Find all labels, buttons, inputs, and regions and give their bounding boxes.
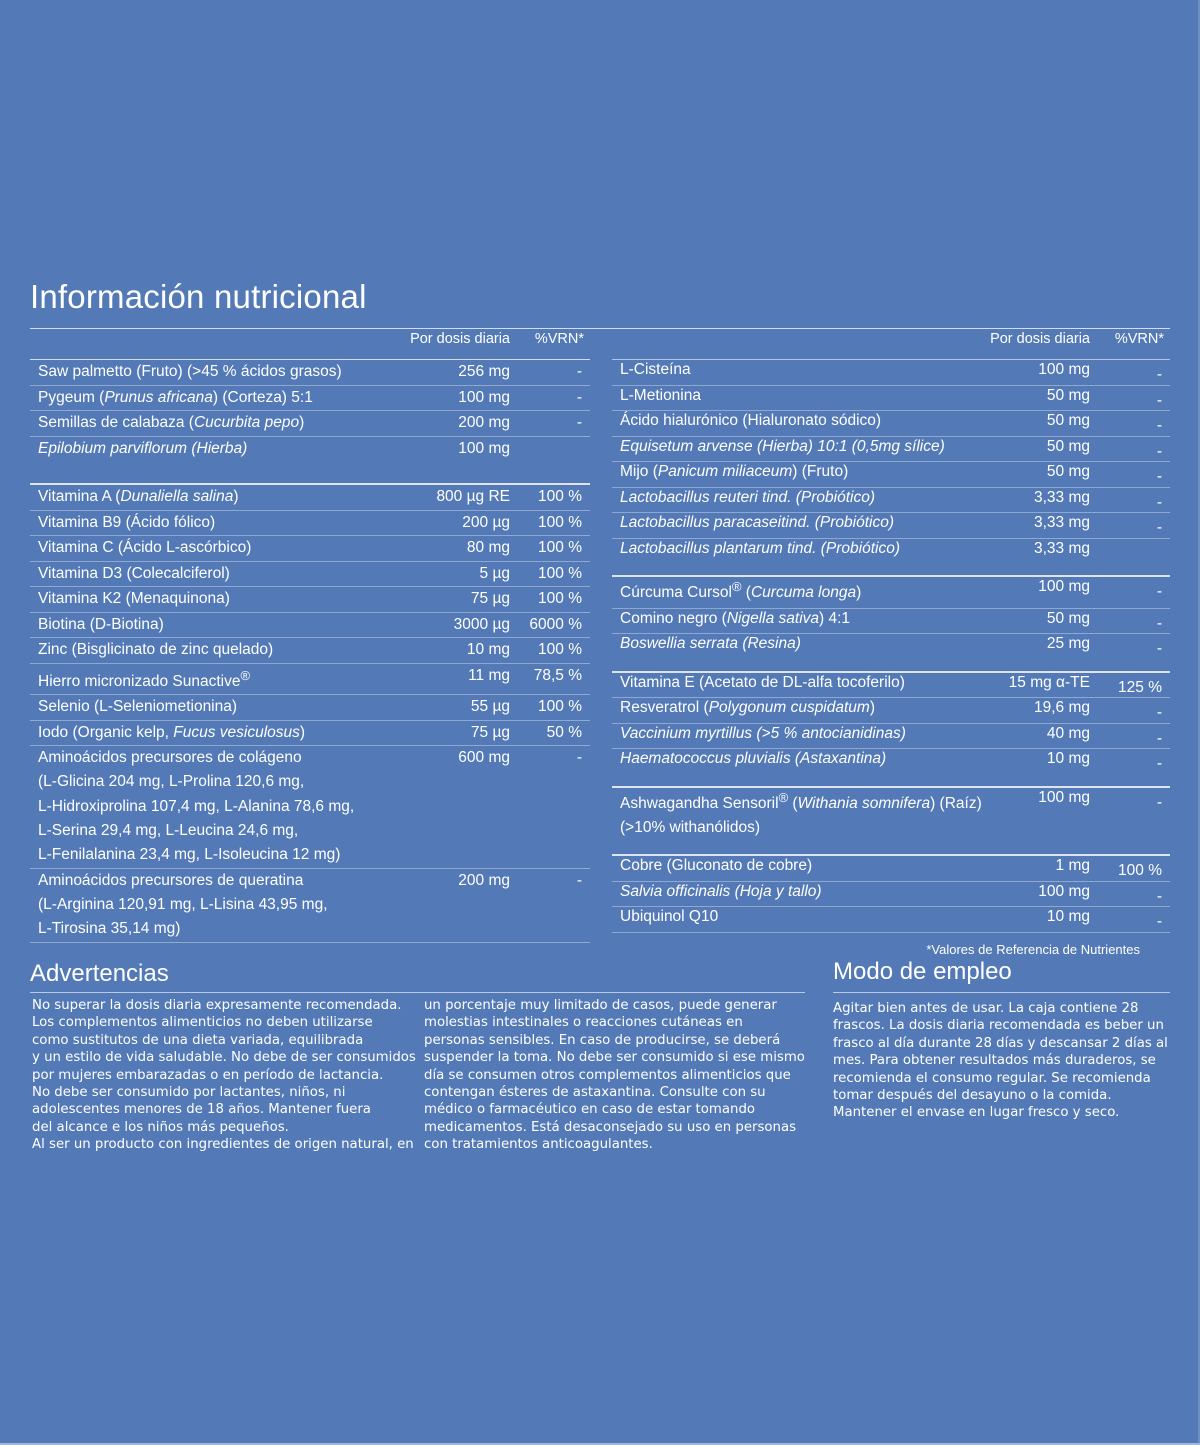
ingredient-dose: 50 mg — [1046, 463, 1090, 480]
ingredient-name: Salvia officinalis (Hoja y tallo) — [620, 882, 822, 900]
table-row — [612, 671, 1170, 699]
table-row — [612, 575, 1170, 609]
ingredient-vrn: 50 % — [546, 723, 582, 741]
ingredient-name: Cúrcuma Cursol® (Curcuma longa) — [620, 579, 862, 602]
table-row — [30, 536, 590, 562]
table-row — [612, 724, 1170, 750]
ingredient-vrn: - — [1156, 704, 1162, 722]
warnings-text-column-2: un porcentaje muy limitado de casos, puede generar molestias intestinales o reacciones cutáneas en personas sensibles. En caso de producirse, se deberá suspender la toma. No debe ser consumido si ese mismo día se consumen otros complementos alimenticios que contengan ésteres de astaxantina. Consulte con su médico o farmacéutico en caso de estar tomando medicamentos. Está desaconsejado su uso en personas con tratamientos anticoagulantes. — [424, 998, 805, 1153]
table-body — [30, 360, 590, 943]
table-header — [612, 329, 1170, 359]
ingredient-name: Ubiquinol Q10 — [620, 908, 719, 926]
nutrition-table-right — [612, 329, 1170, 957]
table-header — [30, 329, 590, 360]
ingredient-vrn: - — [1156, 640, 1162, 658]
table-row — [612, 513, 1170, 539]
ingredient-vrn: - — [1156, 519, 1162, 536]
ingredient-name: Zinc (Bisglicinato de zinc quelado) — [38, 641, 274, 658]
ingredient-dose: 50 mg — [1046, 386, 1090, 404]
ingredient-dose: 80 mg — [466, 539, 510, 556]
table-row — [30, 695, 590, 721]
table-row — [612, 386, 1170, 412]
ingredient-dose: 40 mg — [1046, 724, 1090, 742]
usage-title: Modo de empleo — [833, 958, 1012, 985]
table-row — [30, 483, 590, 511]
ingredient-dose: 25 mg — [1046, 635, 1090, 653]
table-row — [30, 587, 590, 613]
ingredient-dose: 19,6 mg — [1033, 699, 1090, 717]
table-row — [30, 746, 590, 868]
ingredient-dose: 50 mg — [1046, 437, 1090, 455]
table-row — [30, 664, 590, 696]
ingredient-vrn: 78,5 % — [533, 666, 582, 684]
ingredient-name: Iodo (Organic kelp, Fucus vesiculosus) — [38, 723, 306, 741]
ingredient-vrn: - — [1156, 583, 1162, 600]
table-row — [30, 562, 590, 588]
ingredient-vrn: 100 % — [538, 513, 582, 531]
ingredient-vrn: - — [1156, 493, 1162, 511]
ingredient-name: Vitamina D3 (Colecalciferol) — [38, 564, 230, 582]
ingredient-dose: 75 µg — [470, 590, 510, 607]
table-row — [612, 907, 1170, 933]
ingredient-name: Mijo (Panicum miliaceum) (Fruto) — [620, 463, 849, 480]
ingredient-dose: 3,33 mg — [1033, 514, 1090, 531]
ingredient-name: L-Cisteína — [620, 361, 691, 378]
table-body — [612, 360, 1170, 933]
ingredient-vrn: - — [1156, 755, 1162, 773]
ingredient-dose: 55 µg — [470, 698, 510, 716]
group-spacer — [30, 461, 590, 483]
ingredient-name: Hierro micronizado Sunactive® — [38, 667, 250, 690]
ingredient-name: Lactobacillus reuteri tind. (Probiótico) — [620, 488, 876, 506]
page-title: Información nutricional — [30, 278, 367, 315]
ingredient-name: Equisetum arvense (Hierba) 10:1 (0,5mg sílice) — [620, 437, 945, 455]
table-row — [612, 539, 1170, 564]
ingredient-name: Lactobacillus plantarum tind. (Probiótico) — [620, 539, 900, 557]
ingredient-vrn: - — [1156, 614, 1162, 632]
ingredient-name: Epilobium parviflorum (Hierba) — [38, 439, 248, 457]
table-row — [612, 437, 1170, 463]
table-row — [30, 638, 590, 664]
ingredient-vrn: - — [1156, 468, 1162, 485]
group-spacer — [612, 659, 1170, 671]
ingredient-dose: 100 mg — [458, 439, 510, 457]
ingredient-name: Semillas de calabaza (Cucurbita pepo) — [38, 414, 305, 431]
ingredient-dose: 800 µg RE — [436, 488, 510, 505]
warnings-text-column-1: No superar la dosis diaria expresamente recomendada. Los complementos alimenticios no deben utilizarse como sustitutos de una dieta variada, equilibrada y un estilo de vida saludable. No debe de ser consumidos por mujeres embarazadas o en período de lactancia. No debe ser consumido por lactantes, niños, ni adolescentes menores de 18 años. Mantener fuera del alcance e los niños más pequeños. Al ser un producto con ingredientes de origen natural, en — [32, 998, 416, 1153]
table-row — [612, 854, 1170, 882]
table-row — [612, 698, 1170, 724]
ingredient-name: Resveratrol (Polygonum cuspidatum) — [620, 699, 876, 717]
ingredient-name: Ácido hialurónico (Hialuronato sódico) — [620, 412, 882, 429]
usage-text: Agitar bien antes de usar. La caja contiene 28 frascos. La dosis diaria recomendada es beber un frasco al día durante 28 días y descansar 2 días al mes. Para obtener resultados más duraderos, se recomienda el consumo regular. Se recomienda tomar después del desayuno o la comida. Mantener el envase en lugar fresco y seco. — [833, 1001, 1168, 1121]
ingredient-dose: 10 mg — [1046, 750, 1090, 768]
ingredient-dose: 100 mg — [1038, 788, 1090, 806]
ingredient-name: Selenio (L-Seleniometionina) — [38, 698, 238, 716]
group-spacer — [612, 563, 1170, 575]
ingredient-name: Ashwagandha Sensoril® (Withania somnifera) (Raíz) (>10% withanólidos) — [620, 789, 982, 837]
header-dose: Por dosis diaria — [990, 331, 1090, 347]
ingredient-name: L-Metionina — [620, 386, 701, 404]
divider — [833, 992, 1170, 993]
ingredient-vrn: - — [576, 388, 582, 406]
ingredient-dose: 3,33 mg — [1033, 539, 1090, 557]
table-row — [30, 437, 590, 462]
ingredient-vrn: - — [1156, 729, 1162, 747]
ingredient-dose: 100 mg — [1038, 361, 1090, 378]
ingredient-dose: 75 µg — [470, 723, 510, 741]
table-row — [612, 360, 1170, 386]
ingredient-vrn: - — [1156, 793, 1162, 811]
table-row — [30, 613, 590, 639]
table-row — [612, 634, 1170, 659]
ingredient-name: Comino negro (Nigella sativa) 4:1 — [620, 609, 851, 627]
ingredient-dose: 100 mg — [458, 388, 510, 406]
ingredient-name: Vitamina E (Acetato de DL-alfa tocoferilo) — [620, 673, 905, 691]
footnote: *Valores de Referencia de Nutrientes — [926, 941, 1140, 957]
ingredient-vrn: - — [1156, 366, 1162, 383]
ingredient-name: Vaccinium myrtillus (>5 % antocianidinas) — [620, 724, 906, 742]
ingredient-name: Vitamina B9 (Ácido fólico) — [38, 513, 216, 531]
table-row — [30, 511, 590, 537]
header-dose: Por dosis diaria — [410, 331, 510, 347]
warnings-title: Advertencias — [30, 960, 169, 987]
table-row — [30, 411, 590, 437]
ingredient-vrn: 100 % — [538, 539, 582, 556]
group-spacer — [612, 774, 1170, 786]
ingredient-dose: 3000 µg — [453, 615, 510, 633]
table-row — [612, 749, 1170, 774]
ingredient-vrn: - — [576, 871, 582, 889]
ingredient-dose: 3,33 mg — [1033, 488, 1090, 506]
ingredient-dose: 256 mg — [458, 363, 510, 380]
ingredient-dose: 50 mg — [1046, 412, 1090, 429]
ingredient-vrn: - — [1156, 913, 1162, 931]
table-row — [30, 386, 590, 412]
ingredient-name: Aminoácidos precursores de queratina (L-Arginina 120,91 mg, L-Lisina 43,95 mg, L-Tirosina 35,14 mg) — [38, 871, 328, 938]
table-row — [30, 869, 590, 943]
table-row — [612, 609, 1170, 635]
ingredient-name: Cobre (Gluconato de cobre) — [620, 857, 813, 875]
ingredient-dose: 600 mg — [458, 749, 510, 767]
ingredient-dose: 5 µg — [479, 564, 510, 582]
ingredient-vrn: 125 % — [1118, 678, 1162, 696]
ingredient-dose: 1 mg — [1055, 857, 1090, 875]
ingredient-name: Boswellia serrata (Resina) — [620, 635, 801, 653]
ingredient-dose: 10 mg — [466, 641, 510, 658]
ingredient-dose: 15 mg α-TE — [1008, 673, 1090, 691]
ingredient-name: Vitamina K2 (Menaquinona) — [38, 590, 230, 607]
divider — [30, 992, 805, 993]
ingredient-dose: 200 mg — [458, 871, 510, 889]
ingredient-dose: 100 mg — [1038, 882, 1090, 900]
table-row — [612, 411, 1170, 437]
ingredient-vrn: - — [576, 749, 582, 767]
ingredient-vrn: 100 % — [538, 488, 582, 505]
ingredient-vrn: 100 % — [538, 564, 582, 582]
table-row — [612, 786, 1170, 843]
header-vrn: %VRN* — [534, 331, 584, 347]
table-row — [612, 462, 1170, 488]
ingredient-dose: 200 mg — [458, 414, 510, 431]
table-row — [612, 882, 1170, 908]
ingredient-name: Lactobacillus paracaseitind. (Probiótico) — [620, 514, 894, 531]
ingredient-dose: 50 mg — [1046, 609, 1090, 627]
table-row — [30, 360, 590, 386]
group-spacer — [612, 842, 1170, 854]
ingredient-vrn: - — [1156, 887, 1162, 905]
ingredient-name: Vitamina C (Ácido L-ascórbico) — [38, 539, 252, 556]
ingredient-name: Haematococcus pluvialis (Astaxantina) — [620, 750, 887, 768]
ingredient-name: Saw palmetto (Fruto) (>45 % ácidos grasos) — [38, 363, 342, 380]
ingredient-vrn: - — [1156, 391, 1162, 409]
ingredient-dose: 11 mg — [468, 666, 510, 684]
table-row — [30, 721, 590, 747]
ingredient-vrn: - — [1156, 417, 1162, 434]
nutrition-table-left — [30, 329, 590, 943]
ingredient-name: Vitamina A (Dunaliella salina) — [38, 488, 239, 505]
ingredient-vrn: 100 % — [1118, 862, 1162, 880]
ingredient-vrn: 100 % — [538, 641, 582, 658]
table-row — [612, 488, 1170, 514]
ingredient-vrn: - — [576, 414, 582, 431]
ingredient-dose: 200 µg — [462, 513, 510, 531]
ingredient-name: Biotina (D-Biotina) — [38, 615, 164, 633]
ingredient-vrn: - — [1156, 442, 1162, 460]
ingredient-dose: 10 mg — [1046, 908, 1090, 926]
ingredient-vrn: 6000 % — [529, 615, 582, 633]
ingredient-dose: 100 mg — [1038, 578, 1090, 595]
header-vrn: %VRN* — [1114, 331, 1164, 347]
ingredient-vrn: 100 % — [538, 590, 582, 607]
ingredient-name: Pygeum (Prunus africana) (Corteza) 5:1 — [38, 388, 313, 406]
ingredient-vrn: - — [576, 363, 582, 380]
ingredient-name: Aminoácidos precursores de colágeno (L-Glicina 204 mg, L-Prolina 120,6 mg, L-Hidroxiprolina 107,4 mg, L-Alanina 78,6 mg, L-Serina 29,4 mg, L-Leucina 24,6 mg, L-Fenilalanina 23,4 mg, L-Isoleucina 12 mg) — [38, 749, 355, 864]
ingredient-vrn: 100 % — [538, 698, 582, 716]
